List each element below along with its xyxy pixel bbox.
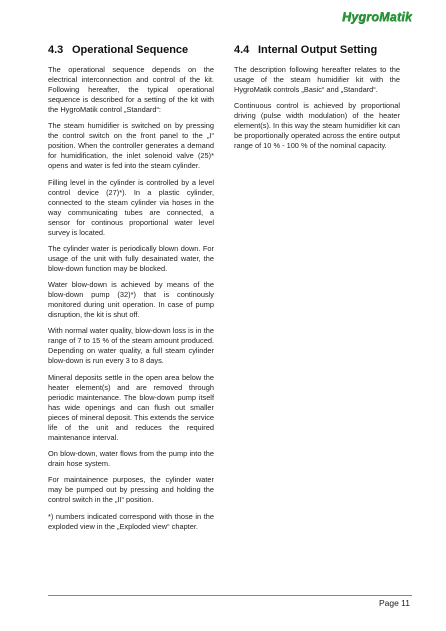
section-number: 4.4: [234, 44, 250, 56]
paragraph: On blow-down, water flows from the pump into the drain hose system.: [48, 449, 214, 469]
paragraph: Water blow-down is achieved by means of the blow-down pump (32)*) that is continously monitored during unit operation. In case of pump disruption, the kit is shut off.: [48, 280, 214, 320]
paragraph: The description following hereafter relates to the usage of the steam humidifier kit with the HygroMatik controls „Basic“ and „Standard“.: [234, 65, 400, 94]
page-number: Page 11: [378, 598, 410, 608]
hygromatik-logo: HygroMatik: [341, 10, 412, 24]
paragraph: Filling level in the cylinder is controlled by a level control device (27)*). In a plastic cylinder, connected to the steam cylinder via hoses in the way communicating tubes are connected, a sensor for continous proportional water level survey is located.: [48, 177, 214, 237]
paragraph: The steam humidifier is switched on by pressing the control switch on the front panel to the „I“ position. When the controller generates a demand for humidification, the inlet solenoid valve (25)* opens and water is fed into the steam cylinder.: [48, 121, 214, 171]
section-heading: [234, 44, 400, 56]
section-title: Operational Sequence: [72, 44, 189, 56]
section-number: 4.3: [48, 44, 64, 56]
paragraph: The operational sequence depends on the electrical interconnection and control of the kit. Following hereafter, the typical operational sequence is described for a setting of the kit with the HygroMatik control „Standard“:: [48, 65, 214, 114]
paragraph: Continuous control is achieved by proportional driving (pulse width modulation) of the heater element(s). In this way the steam humidifier kit can be proportionally operated across the entire output range of 10 % - 100 % of the nominal capacity.: [234, 101, 400, 151]
footnote: *) numbers indicated correspond with those in the exploded view in the „Exploded view“ chapter.: [48, 511, 214, 531]
section-title: Internal Output Setting: [258, 44, 378, 56]
section-heading: [48, 44, 214, 56]
paragraph: Mineral deposits settle in the open area below the heater element(s) and are removed through periodic maintenance. The blow-down pump itself has wide openings and can flush out smaller pieces of mineral deposit. This extends the service life of the unit and reduces the required maintenance interval.: [48, 372, 214, 442]
section-internal-output-setting: [234, 44, 400, 158]
paragraph: For maintainence purposes, the cylinder water may be pumped out by pressing and holding the control switch in the „II“ position.: [48, 475, 214, 505]
section-operational-sequence: [48, 44, 214, 538]
paragraph: With normal water quality, blow-down loss is in the range of 7 to 15 % of the steam amount produced. Depending on water quality, a full steam cylinder blow-down is run every 3 to 8 days.: [48, 326, 214, 366]
footer-divider: [48, 595, 412, 596]
paragraph: The cylinder water is periodically blown down. For usage of the unit with fully desainated water, the blow-down function may be blocked.: [48, 243, 214, 273]
